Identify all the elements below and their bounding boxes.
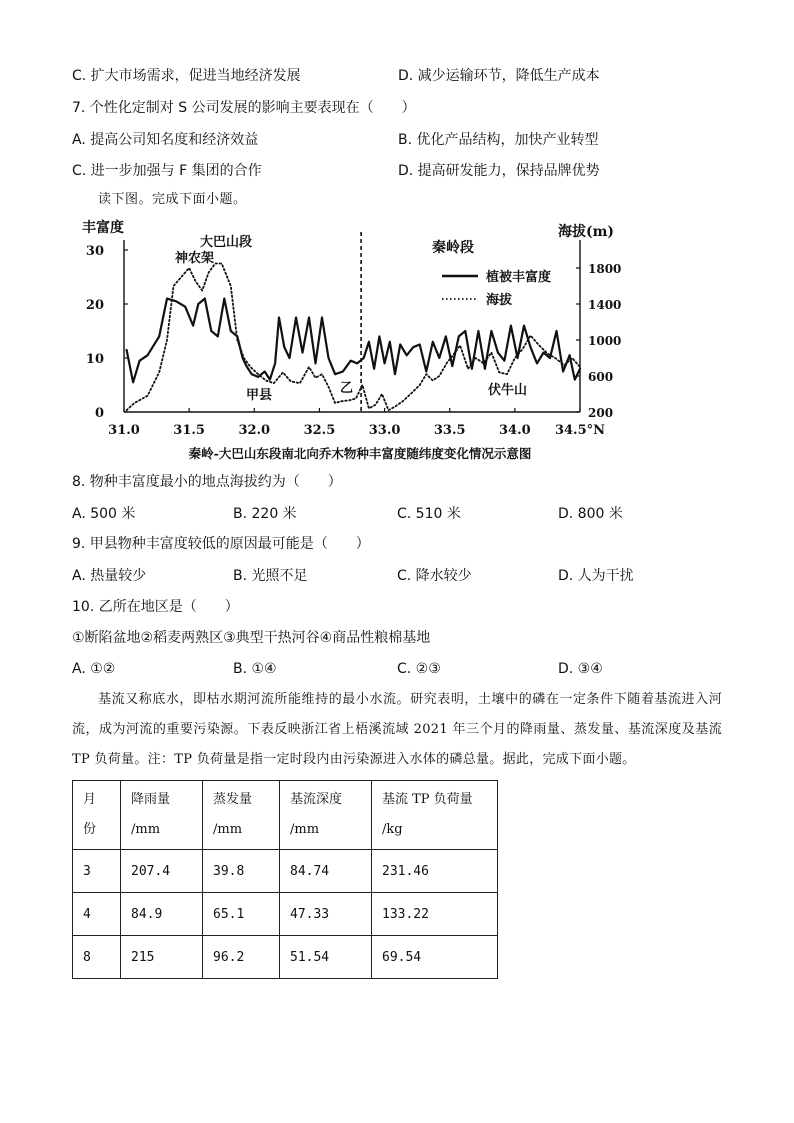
q6-option-d: D. 减少运输环节，降低生产成本 [398, 68, 600, 84]
annotation-funiu: 伏牛山 [488, 383, 528, 398]
q10-option-a: A. ①② [72, 661, 116, 677]
richness-elevation-chart [60, 212, 660, 467]
y-right-tick-label: 1400 [588, 298, 622, 312]
q9-option-a: A. 热量较少 [72, 568, 147, 584]
x-tick-label: 33.0 [368, 423, 401, 438]
table-cell: 8 [73, 936, 121, 979]
table-cell: 133.22 [372, 893, 498, 936]
header-tp-load: 基流 TP 负荷量 /kg [372, 781, 498, 850]
header-rainfall: 降雨量 /mm [121, 781, 203, 850]
table-cell: 231.46 [372, 850, 498, 893]
q7-option-c: C. 进一步加强与 F 集团的合作 [72, 163, 262, 179]
x-tick-label: 32.0 [238, 423, 271, 438]
q7-stem: 7. 个性化定制对 S 公司发展的影响主要表现在（ ） [72, 100, 416, 116]
q9-stem: 9. 甲县物种丰富度较低的原因最可能是（ ） [72, 536, 370, 552]
table-cell: 3 [73, 850, 121, 893]
q8-option-a: A. 500 米 [72, 506, 136, 522]
annotation-shennongjia: 神农架 [175, 251, 215, 266]
q10-option-d: D. ③④ [558, 661, 603, 677]
table-cell: 96.2 [203, 936, 280, 979]
table-row [73, 850, 498, 893]
table-row [73, 893, 498, 936]
x-tick-label: 32.5 [303, 423, 336, 438]
x-tick-label: 31.0 [108, 423, 140, 438]
q9-option-b: B. 光照不足 [233, 568, 308, 584]
q8-option-d: D. 800 米 [558, 506, 623, 522]
y-left-tick-label: 10 [85, 352, 104, 367]
table-cell: 51.54 [280, 936, 372, 979]
annotation-qinling: 秦岭段 [432, 240, 474, 256]
q8-option-c: C. 510 米 [397, 506, 461, 522]
table-cell: 65.1 [203, 893, 280, 936]
q9-option-d: D. 人为干扰 [558, 568, 634, 584]
annotation-daba: 大巴山段 [200, 235, 253, 250]
table-header-row [73, 781, 498, 850]
table-row [73, 936, 498, 979]
annotation-jiaxian: 甲县 [246, 388, 273, 403]
q8-stem: 8. 物种丰富度最小的地点海拔约为（ ） [72, 474, 342, 490]
table-cell: 4 [73, 893, 121, 936]
table-cell: 69.54 [372, 936, 498, 979]
annotation-yi: 乙 [340, 381, 354, 396]
y-right-tick-label: 600 [588, 370, 614, 384]
y-left-tick-label: 30 [85, 244, 104, 259]
y-right-tick-label: 200 [588, 406, 614, 420]
y-left-tick-label: 0 [94, 406, 104, 421]
x-tick-label: 34.5°N [554, 423, 606, 438]
x-tick-label: 33.5 [433, 423, 466, 438]
table-cell: 39.8 [203, 850, 280, 893]
y-right-tick-label: 1800 [588, 262, 622, 276]
q10-stem: 10. 乙所在地区是（ ） [72, 599, 239, 615]
y-right-tick-label: 1000 [588, 334, 622, 348]
header-evaporation: 蒸发量 /mm [203, 781, 280, 850]
x-tick-label: 31.5 [173, 423, 205, 438]
q10-items: ①断陷盆地②稻麦两熟区③典型干热河谷④商品性粮棉基地 [72, 630, 431, 646]
q7-option-b: B. 优化产品结构，加快产业转型 [398, 132, 599, 148]
data-table [72, 780, 498, 979]
header-month: 月 份 [73, 781, 121, 850]
x-tick-label: 34.0 [499, 423, 531, 438]
q7-option-a: A. 提高公司知名度和经济效益 [72, 132, 259, 148]
series-line-richness [127, 299, 580, 383]
y-right-axis-title: 海拔(m) [558, 224, 615, 240]
table-cell: 207.4 [121, 850, 203, 893]
q8-option-b: B. 220 米 [233, 506, 297, 522]
y-left-tick-label: 20 [85, 298, 104, 313]
legend-label-richness: 植被丰富度 [486, 270, 552, 285]
q10-option-c: C. ②③ [397, 661, 441, 677]
chart-intro: 读下图。完成下面小题。 [98, 192, 247, 207]
table-cell: 84.74 [280, 850, 372, 893]
q7-option-d: D. 提高研发能力，保持品牌优势 [398, 163, 600, 179]
passage: 基流又称底水，即枯水期河流所能维持的最小水流。研究表明，土壤中的磷在一定条件下随着基流进入河流，成为河流的重要污染源。下表反映浙江省上梧溪流域 2021 年三个月的降雨量、蒸发量、基流深度及基流 TP 负荷量。注：TP 负荷量是指一定时段内由污染源进入水体的磷总量。据此，完成下面小题。 [72, 692, 722, 767]
chart-title: 秦岭-大巴山东段南北向乔木物种丰富度随纬度变化情况示意图 [188, 446, 532, 461]
table-cell: 84.9 [121, 893, 203, 936]
table-cell: 47.33 [280, 893, 372, 936]
q6-option-c: C. 扩大市场需求，促进当地经济发展 [72, 68, 301, 84]
q10-option-b: B. ①④ [233, 661, 277, 677]
q9-option-c: C. 降水较少 [397, 568, 472, 584]
header-baseflow-depth: 基流深度 /mm [280, 781, 372, 850]
y-left-axis-title: 丰富度 [82, 220, 124, 236]
table-cell: 215 [121, 936, 203, 979]
legend-label-elevation: 海拔 [486, 293, 513, 308]
